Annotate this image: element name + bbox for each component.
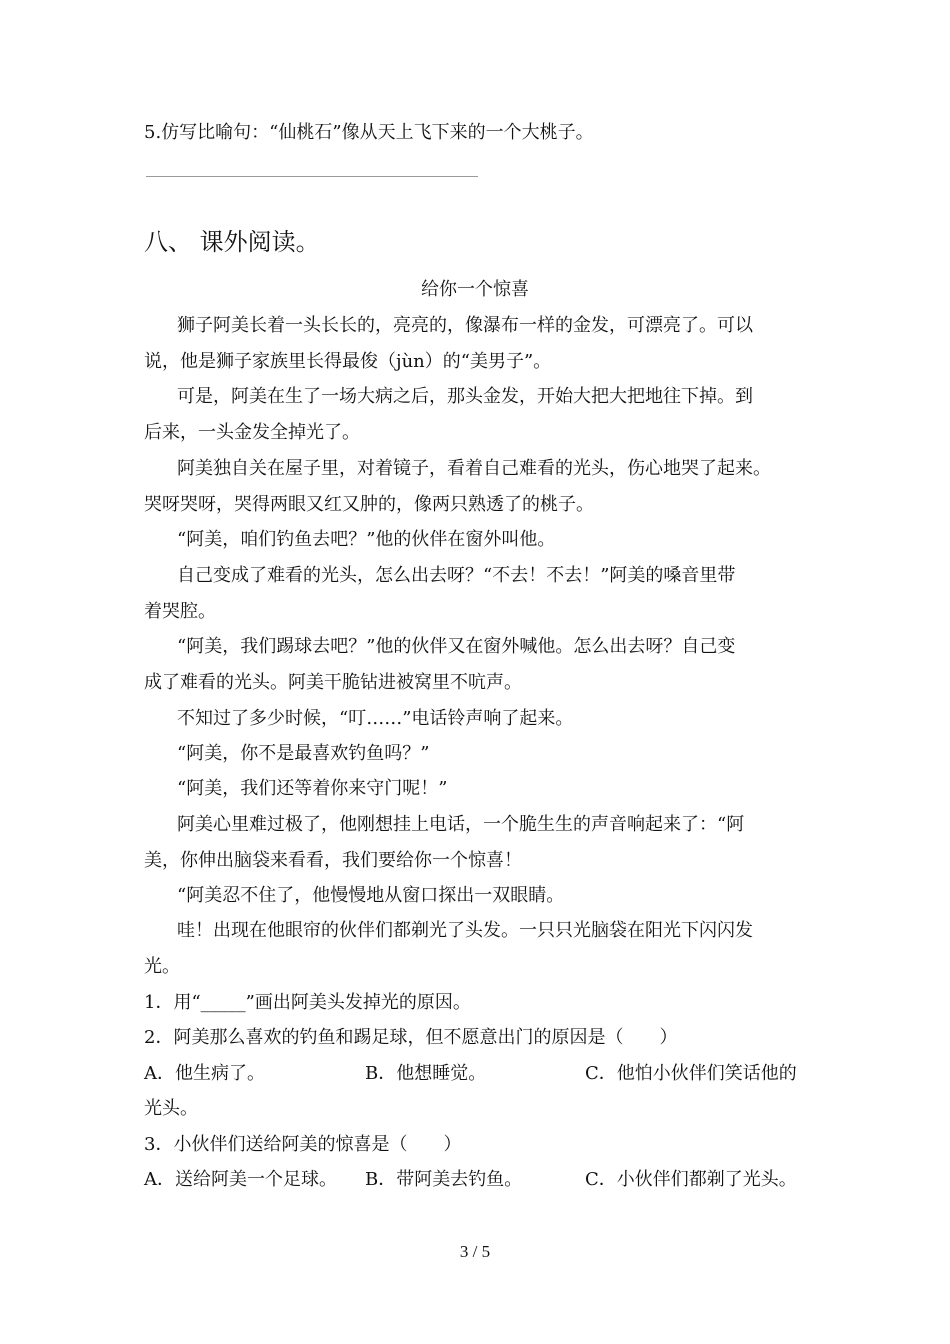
story-line: “阿美忍不住了，他慢慢地从窗口探出一双眼睛。 (177, 885, 565, 906)
story-line: 光。 (144, 956, 180, 977)
story-line: “阿美，我们踢球去吧？”他的伙伴又在窗外喊他。怎么出去呀？自己变 (177, 636, 736, 657)
story-title: 给你一个惊喜 (421, 279, 529, 300)
story-line: 可是，阿美在生了一场大病之后，那头金发，开始大把大把地往下掉。到 (177, 386, 753, 407)
question-5: 5.仿写比喻句：“仙桃石”像从天上飞下来的一个大桃子。 (144, 122, 594, 143)
question-2: 2．阿美那么喜欢的钓鱼和踢足球，但不愿意出门的原因是（ ） (144, 1027, 678, 1048)
q3-option-b: B．带阿美去钓鱼。 (365, 1169, 523, 1190)
story-line: 着哭腔。 (144, 601, 216, 622)
story-line: 哇！出现在他眼帘的伙伴们都剃光了头发。一只只光脑袋在阳光下闪闪发 (177, 920, 753, 941)
section-heading: 八、 课外阅读。 (144, 228, 320, 256)
q3-option-a: A．送给阿美一个足球。 (144, 1169, 337, 1190)
story-line: 不知过了多少时候，“叮……”电话铃声响了起来。 (177, 708, 574, 729)
story-line: 说，他是狮子家族里长得最俊（jùn）的“美男子”。 (144, 351, 552, 372)
q2-option-c: C．他怕小伙伴们笑话他的 (585, 1063, 797, 1084)
answer-line (146, 176, 478, 177)
question-3: 3．小伙伴们送给阿美的惊喜是（ ） (144, 1134, 462, 1155)
q2-option-c-continued: 光头。 (144, 1098, 198, 1119)
story-line: 哭呀哭呀，哭得两眼又红又肿的，像两只熟透了的桃子。 (144, 494, 594, 515)
q2-option-a: A．他生病了。 (144, 1063, 265, 1084)
story-line: 狮子阿美长着一头长长的，亮亮的，像瀑布一样的金发，可漂亮了。可以 (177, 315, 753, 336)
story-line: 美，你伸出脑袋来看看，我们要给你一个惊喜！ (144, 850, 522, 871)
story-line: 成了难看的光头。阿美干脆钻进被窝里不吭声。 (144, 672, 522, 693)
story-line: 后来，一头金发全掉光了。 (144, 422, 360, 443)
story-line: 自己变成了难看的光头，怎么出去呀？“不去！不去！”阿美的嗓音里带 (177, 565, 736, 586)
story-line: “阿美，你不是最喜欢钓鱼吗？” (177, 743, 430, 764)
story-line: 阿美独自关在屋子里，对着镜子，看着自己难看的光头，伤心地哭了起来。 (177, 458, 771, 479)
story-line: 阿美心里难过极了，他刚想挂上电话，一个脆生生的声音响起来了：“阿 (177, 814, 745, 835)
story-line: “阿美，我们还等着你来守门呢！” (177, 778, 448, 799)
question-1: 1．用“_____”画出阿美头发掉光的原因。 (144, 992, 471, 1013)
story-line: “阿美，咱们钓鱼去吧？”他的伙伴在窗外叫他。 (177, 529, 556, 550)
page-number: 3 / 5 (459, 1242, 491, 1261)
q2-option-b: B．他想睡觉。 (365, 1063, 487, 1084)
q3-option-c: C．小伙伴们都剃了光头。 (585, 1169, 797, 1190)
